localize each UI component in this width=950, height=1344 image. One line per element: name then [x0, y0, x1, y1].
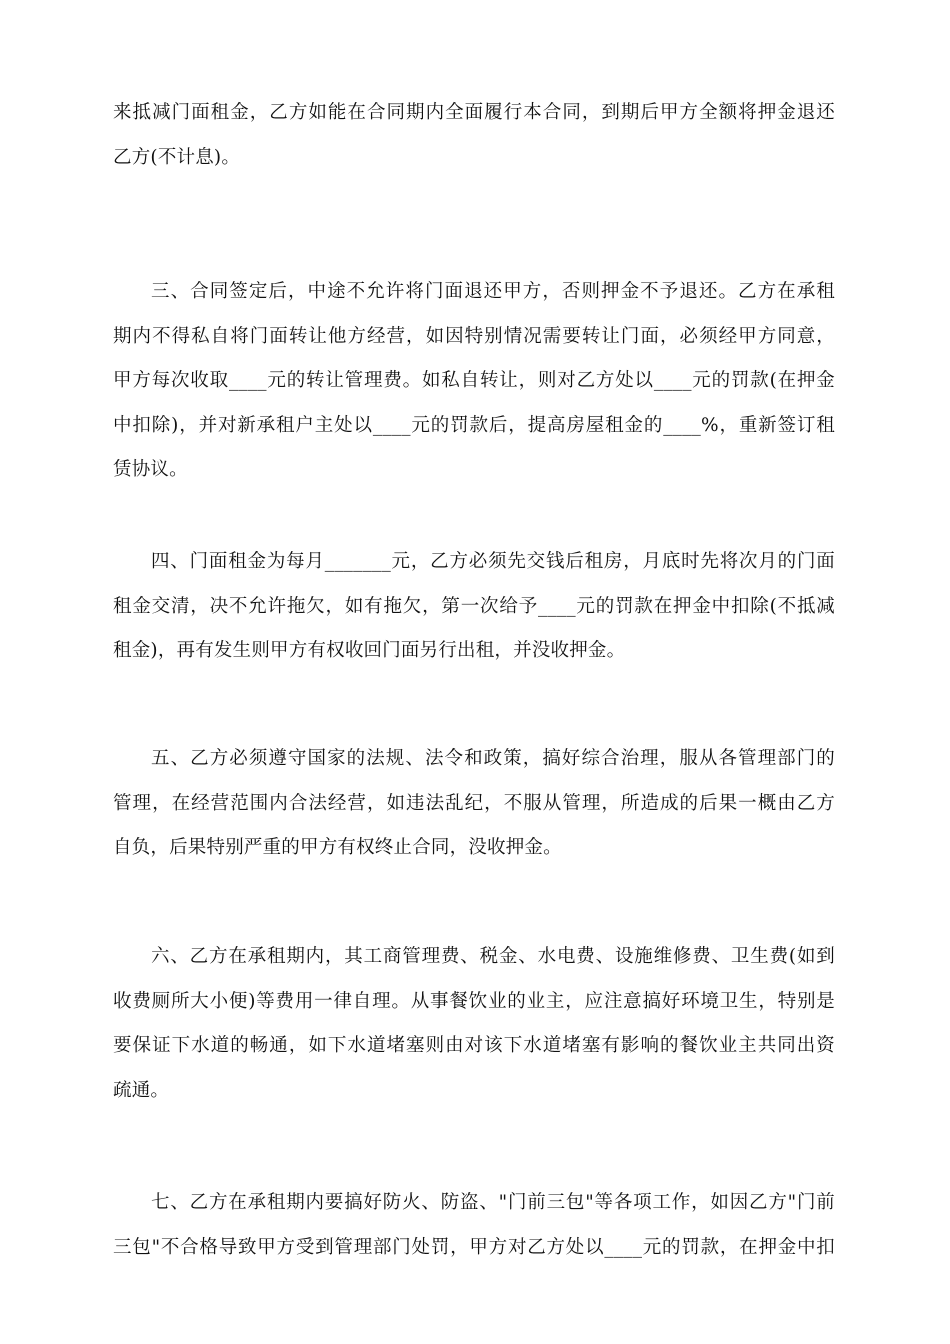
text-line: 租金交清，决不允许拖欠，如有拖欠，第一次给予____元的罚款在押金中扣除(不抵减 — [113, 595, 835, 617]
text-line: 七、乙方在承租期内要搞好防火、防盗、"门前三包"等各项工作，如因乙方"门前 — [151, 1192, 835, 1213]
text-line: 五、乙方必须遵守国家的法规、法令和政策，搞好综合治理，服从各管理部门的 — [151, 748, 835, 769]
paragraph-clause-7 — [113, 1181, 835, 1270]
text-line: 租金)，再有发生则甲方有权收回门面另行出租，并没收押金。 — [113, 640, 626, 661]
paragraph-clause-6 — [113, 935, 835, 1113]
text-line: 管理，在经营范围内合法经营，如违法乱纪，不服从管理，所造成的后果一概由乙方 — [113, 792, 835, 814]
text-line: 六、乙方在承租期内，其工商管理费、税金、水电费、设施维修费、卫生费(如到 — [151, 946, 835, 967]
text-line: 收费厕所大小便)等费用一律自理。从事餐饮业的业主，应注意搞好环境卫生，特别是 — [113, 990, 835, 1012]
text-line: 自负，后果特别严重的甲方有权终止合同，没收押金。 — [113, 837, 562, 858]
text-line: 乙方(不计息)。 — [113, 146, 241, 168]
text-line: 中扣除)，并对新承租户主处以____元的罚款后，提高房屋租金的____%，重新签订租 — [113, 414, 835, 436]
text-line: 疏通。 — [113, 1079, 170, 1101]
text-line: 三包"不合格导致甲方受到管理部门处罚，甲方对乙方处以____元的罚款，在押金中扣 — [113, 1236, 835, 1258]
paragraph-clause-3 — [113, 270, 835, 493]
paragraph-deposit-refund — [113, 91, 835, 180]
text-line: 赁协议。 — [113, 459, 188, 480]
paragraph-clause-4 — [113, 540, 835, 674]
text-line: 来抵减门面租金，乙方如能在合同期内全面履行本合同，到期后甲方全额将押金退还 — [113, 102, 835, 123]
text-line: 三、合同签定后，中途不允许将门面退还甲方，否则押金不予退还。乙方在承租 — [151, 281, 835, 302]
text-line: 甲方每次收取____元的转让管理费。如私自转让，则对乙方处以____元的罚款(在押金 — [113, 370, 835, 391]
text-line: 四、门面租金为每月_______元，乙方必须先交钱后租房，月底时先将次月的门面 — [151, 551, 835, 572]
text-line: 期内不得私自将门面转让他方经营，如因特别情况需要转让门面，必须经甲方同意， — [113, 325, 835, 347]
paragraph-clause-5 — [113, 737, 835, 871]
text-line: 要保证下水道的畅通，如下水道堵塞则由对该下水道堵塞有影响的餐饮业主共同出资 — [113, 1035, 835, 1056]
